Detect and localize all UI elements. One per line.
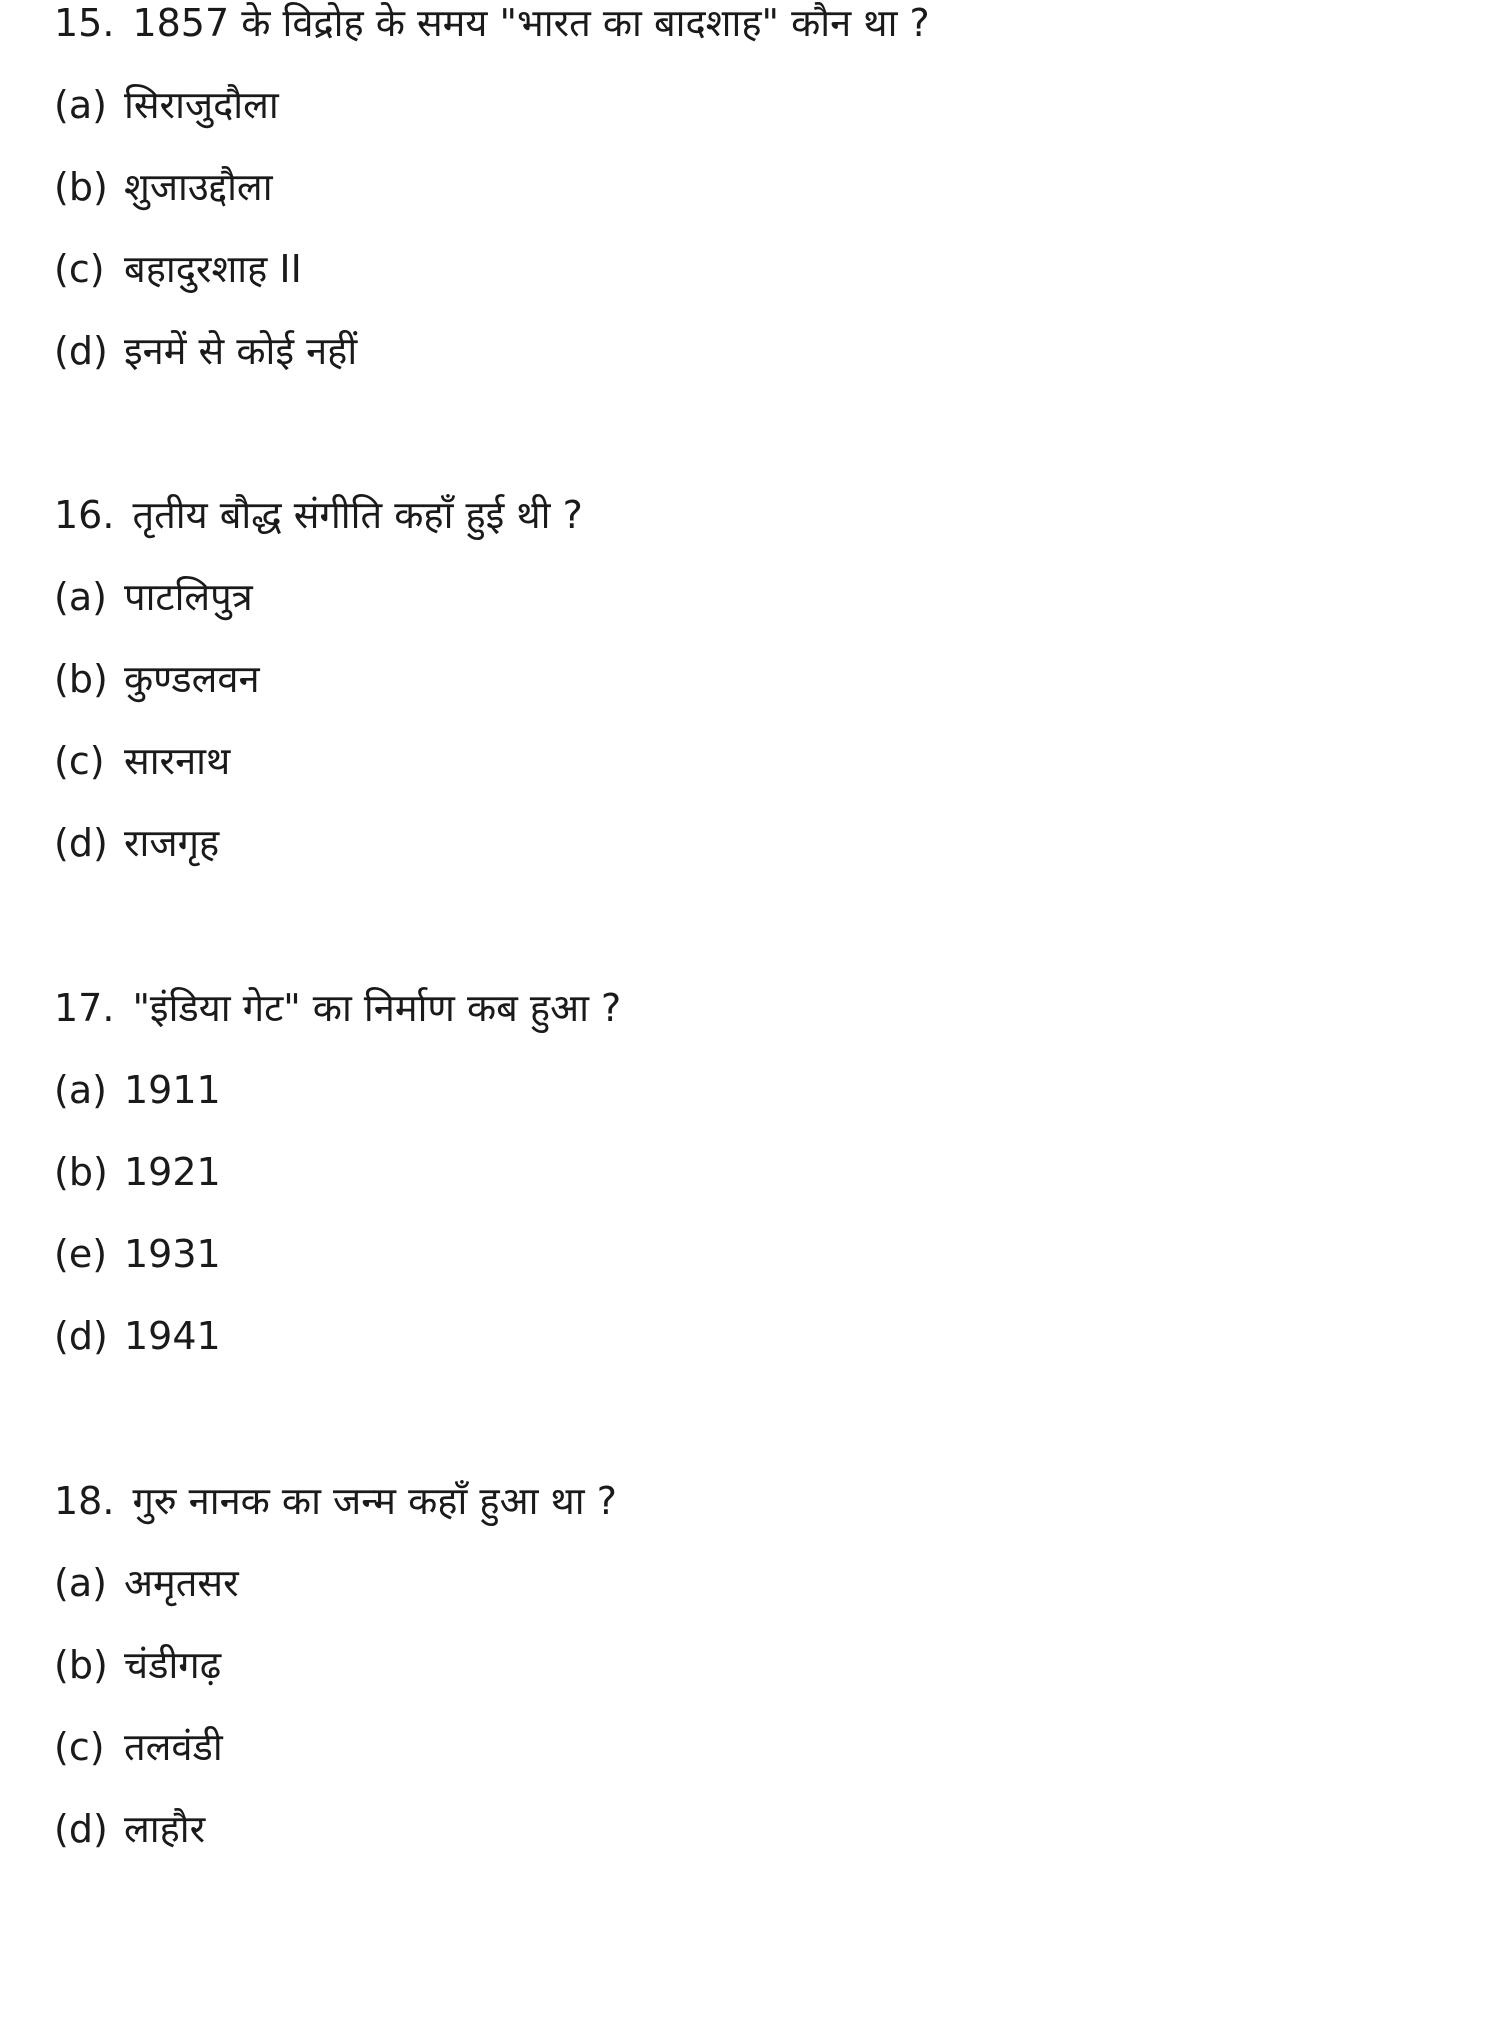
option-label: (c)	[54, 739, 105, 783]
question-18	[54, 1478, 1454, 1888]
question-number: 15.	[54, 1, 115, 45]
option-a[interactable]	[54, 82, 1454, 164]
option-e[interactable]	[54, 1231, 1454, 1313]
option-label: (b)	[54, 165, 108, 209]
option-label: (d)	[54, 821, 108, 865]
option-text: इनमें से कोई नहीं	[124, 329, 358, 373]
option-text: 1931	[124, 1232, 221, 1276]
option-a[interactable]	[54, 1067, 1454, 1149]
question-number: 16.	[54, 493, 115, 537]
option-label: (a)	[54, 83, 107, 127]
option-a[interactable]	[54, 574, 1454, 656]
option-b[interactable]	[54, 1149, 1454, 1231]
option-label: (c)	[54, 1725, 105, 1769]
option-d[interactable]	[54, 1313, 1454, 1395]
question-text: गुरु नानक का जन्म कहाँ हुआ था ?	[132, 1479, 617, 1523]
question-text: 1857 के विद्रोह के समय "भारत का बादशाह" कौन था ?	[132, 1, 930, 45]
option-text: सिराजुदौला	[124, 83, 279, 127]
question-text: तृतीय बौद्ध संगीति कहाँ हुई थी ?	[132, 493, 583, 537]
option-text: पाटलिपुत्र	[124, 575, 253, 619]
option-text: कुण्डलवन	[124, 657, 260, 701]
option-text: 1941	[124, 1314, 221, 1358]
option-text: बहादुरशाह II	[124, 247, 302, 291]
option-text: तलवंडी	[124, 1725, 223, 1769]
option-c[interactable]	[54, 246, 1454, 328]
option-label: (d)	[54, 1314, 108, 1358]
option-d[interactable]	[54, 328, 1454, 410]
option-label: (b)	[54, 657, 108, 701]
option-label: (a)	[54, 575, 107, 619]
question-stem	[54, 1478, 1454, 1560]
question-stem	[54, 0, 1454, 82]
option-text: 1921	[124, 1150, 221, 1194]
option-label: (b)	[54, 1150, 108, 1194]
question-number: 17.	[54, 986, 115, 1030]
option-b[interactable]	[54, 1642, 1454, 1724]
option-label: (c)	[54, 247, 105, 291]
option-text: चंडीगढ़	[124, 1643, 222, 1687]
option-label: (a)	[54, 1068, 107, 1112]
option-label: (d)	[54, 329, 108, 373]
question-15	[54, 0, 1454, 410]
option-text: 1911	[124, 1068, 221, 1112]
option-b[interactable]	[54, 164, 1454, 246]
question-stem	[54, 985, 1454, 1067]
question-number: 18.	[54, 1479, 115, 1523]
option-text: शुजाउद्दौला	[124, 165, 273, 209]
option-text: लाहौर	[124, 1807, 206, 1851]
option-a[interactable]	[54, 1560, 1454, 1642]
question-16	[54, 492, 1454, 902]
option-d[interactable]	[54, 820, 1454, 902]
option-text: राजगृह	[124, 821, 220, 865]
option-d[interactable]	[54, 1806, 1454, 1888]
option-label: (e)	[54, 1232, 108, 1276]
question-17	[54, 985, 1454, 1395]
option-label: (b)	[54, 1643, 108, 1687]
option-b[interactable]	[54, 656, 1454, 738]
option-c[interactable]	[54, 1724, 1454, 1806]
option-label: (a)	[54, 1561, 107, 1605]
question-text: "इंडिया गेट" का निर्माण कब हुआ ?	[132, 986, 622, 1030]
option-text: अमृतसर	[124, 1561, 239, 1605]
question-stem	[54, 492, 1454, 574]
option-text: सारनाथ	[124, 739, 231, 783]
option-label: (d)	[54, 1807, 108, 1851]
option-c[interactable]	[54, 738, 1454, 820]
